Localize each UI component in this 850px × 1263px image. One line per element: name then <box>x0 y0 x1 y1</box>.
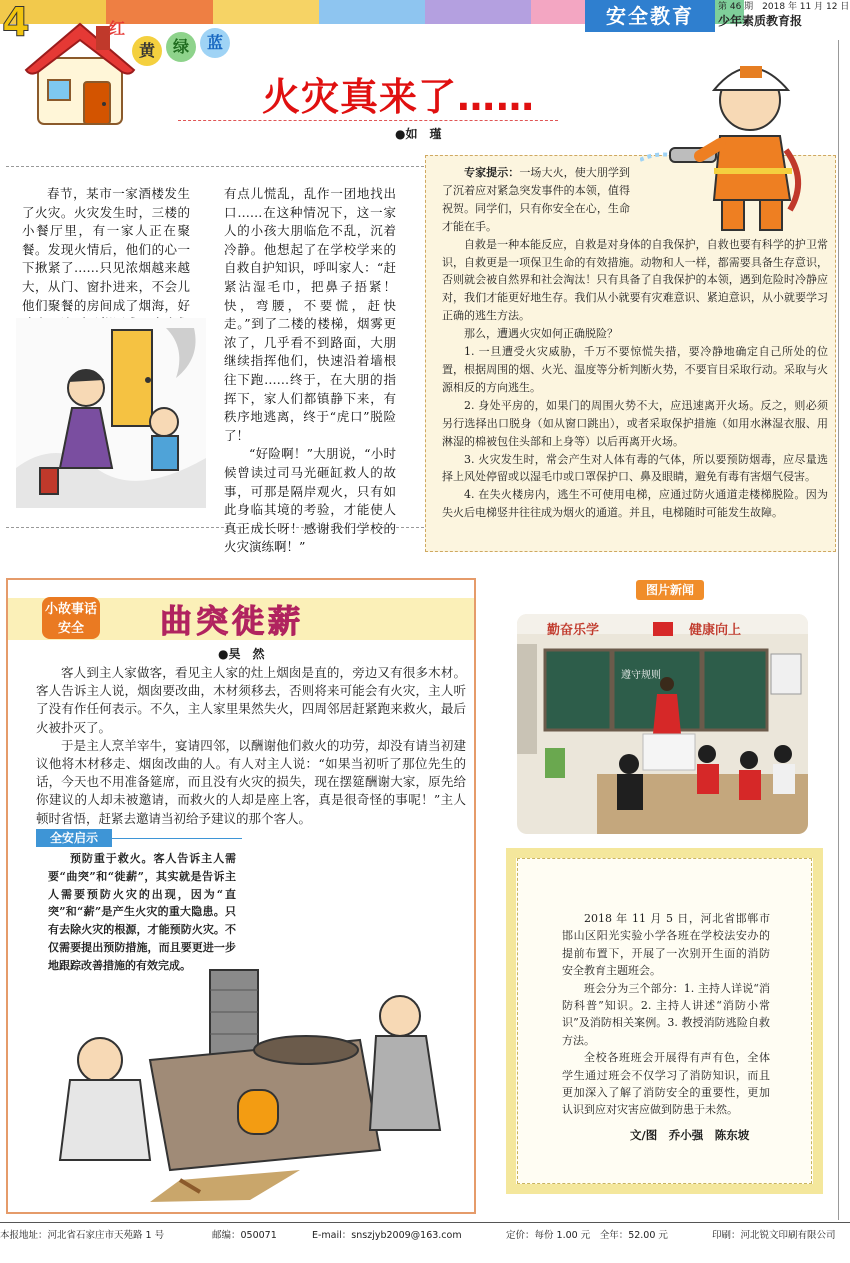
fire-story-paragraph: 有点儿慌乱，乱作一团地找出口……在这种情况下，这一家人的小孩大朋临危不乱，沉着冷静。他想起了在学校学来的自救自护知识，呼叫家人：“赶紧沾湿毛巾，把鼻子捂紧！快，弯腰，不要慌，赶快走。”到了二楼的楼梯，烟雾更浓了，几乎看不到路面，大朋继续指挥他们，快速沿着墙根往下跑……终于，在大朋的指挥下，家人们都镇静下来，有秩序地逃离，终于“虎口”脱险了！ <box>224 186 396 443</box>
photo-news-text <box>562 910 770 1119</box>
issue-date: 第 46 期 2018 年 11 月 12 日 <box>718 2 850 12</box>
story2-paragraph: 客人到主人家做客，看见主人家的灶上烟囱是直的，旁边又有很多木材。客人告诉主人说，烟囱要改曲，木材须移去，否则将来可能会有火灾，主人听了没有作任何表示。不久，主人家里果然失火，四周邻居赶紧跑来救火，最后火被扑灭了。 <box>36 665 466 735</box>
board-slogan-left: 勤奋乐学 <box>547 623 600 638</box>
story2-text <box>36 664 466 828</box>
color-strip-segment <box>213 0 319 24</box>
photo-news-credit: 文/图 乔小强 陈东坡 <box>630 1128 750 1142</box>
fire-story-paragraph: “好险啊！”大朋说，“小时候曾读过司马光砸缸救人的故事，可那是隔岸观火，只有如此身临其境的考验，才能使人真正成长呀！感谢我们学校的火灾演练啊！” <box>224 446 396 555</box>
fire-story-left-column: 春节，某市一家酒楼发生了火灾。火灾发生时，三楼的小餐厅里，有一家人正在聚餐。发现火情后，他们的心一下揪紧了……只见浓烟越来越大，从门、窗扑进来，不会儿他们聚餐的房间成了烟海，好 <box>22 186 190 313</box>
expert-tip-paragraph: 那么，遭遇火灾如何正确脱险？ <box>464 327 618 341</box>
photo-news-tag: 图片新闻 <box>636 580 704 600</box>
color-word-yellow: 黄 <box>132 36 162 66</box>
photo-news-paragraph: 班会分为三个部分：1. 主持人详说“消防科普”知识。2. 主持人讲述“消防小常识”及消防相关案例。3. 教授消防逃险自救方法。 <box>562 981 770 1047</box>
expert-tip-paragraph: 自救是一种本能反应，自救是对身体的自我保护，自救也要有科学的护卫常识，自救更是一项保卫生命的有效措施。动物和人一样，都需要具备生存意识，否则就会被自然界和社会淘汰！只有具备了自我保护的本领，遇到危险时冷静应对，我们才能更好地生存。我们从小就要有灾难意识、紧迫意识，从小就要学习正确的逃生方法。 <box>442 237 828 323</box>
safety-tip-label: 全安启示 <box>36 829 112 847</box>
family-fleeing-illustration <box>16 318 206 508</box>
photo-news-paragraph: 2018 年 11 月 5 日，河北省邯郸市邯山区阳光实验小学各班在学校法安办的提前布置下，开展了一次别开生面的消防安全教育主题班会。 <box>562 912 770 978</box>
footer-address: 本报地址：河北省石家庄市天苑路 1 号 <box>0 1230 165 1241</box>
color-strip-segment <box>425 0 531 24</box>
expert-tip-paragraph: 3. 火灾发生时，常会产生对人体有毒的气体，所以要预防烟毒，应尽量选择上风处停留或以湿毛巾或口罩保护口、鼻及眼睛，避免有毒有害烟气侵害。 <box>442 452 828 484</box>
safety-tip-rule <box>112 838 242 839</box>
classroom-photo <box>517 614 808 834</box>
color-word-green: 绿 <box>166 32 196 62</box>
footer-price: 定价：每份 1.00 元 全年：52.00 元 <box>506 1230 668 1241</box>
stove-chimney-illustration <box>30 930 466 1206</box>
footer <box>0 1222 850 1242</box>
board-slogan-right: 健康向上 <box>689 623 742 638</box>
photo-news-paragraph: 全校各班班会开展得有声有色，全体学生通过班会不仅学习了消防知识，而且更加深入了解了消防安全的重要性，更加认识到应对灾害应做到防患于未然。 <box>562 1051 770 1117</box>
footer-printer: 印刷：河北锐文印刷有限公司 <box>712 1230 836 1241</box>
board-text: 遵守规则 <box>621 670 661 681</box>
footer-postcode: 邮编：050071 <box>212 1230 277 1241</box>
expert-tip-paragraph: 一场大火，使大朋学到了沉着应对紧急突发事件的本领，值得祝贺。同学们，只有你安全在心，生命才能在手。 <box>442 166 631 233</box>
story2-title: 曲突徙薪 <box>160 602 305 640</box>
color-word-red: 红 <box>108 19 125 38</box>
issue-info <box>718 0 850 28</box>
section-banner: 安全教育 <box>585 0 715 32</box>
color-word-blue: 蓝 <box>200 28 230 58</box>
fire-article-author: ●如 瑾 <box>395 127 442 141</box>
newspaper-name: 少年素质教育报 <box>718 14 803 28</box>
page-number: 4 <box>2 0 30 46</box>
expert-tip-paragraph: 2. 身处平房的，如果门的周围火势不大，应迅速离开火场。反之，则必须另行选择出口脱身（如从窗口跳出），或者采取保护措施（如用水淋湿衣服、用淋湿的棉被包住头部和上身等）以后再离开火场。 <box>442 398 828 448</box>
firefighter-illustration <box>640 40 840 238</box>
expert-tip-paragraph: 1. 一旦遭受火灾威胁，千万不要惊慌失措，要冷静地确定自己所处的位置，根据周围的烟、火光、温度等分析判断火势，不要盲目采取行动。采取与火源相反的方向逃生。 <box>442 345 828 394</box>
safety-tip-text: 预防重于救火。客人告诉主人需要“曲突”和“徙薪”，其实就是告诉主人需要预防火灾的出现，因为“直突”和“薪”是产生火灾的重大隐患。只有去除火灾的根源，才能预防火灾。不仅需要提出预防措施，而且要更进一步地跟踪改善措施的有效完成。 <box>48 852 236 972</box>
story2-paragraph: 于是主人烹羊宰牛，宴请四邻，以酬谢他们救火的功劳，却没有请当初建议他将木材移走、烟囱改曲的人。有人对主人说：“如果当初听了那位先生的话，今天也不用准备筵席，而且没有火灾的损失，现在摆筵酬谢大家，原先给你建议的人却未被邀请，而救火的人却是座上客，真是很奇怪的事呢！”主人顿时省悟，赶紧去邀请当初给予建议的那个客人。 <box>36 737 466 826</box>
fire-article-title: 火灾真来了…… <box>262 75 536 119</box>
expert-tip-paragraph: 4. 在失火楼房内，逃生不可使用电梯，应通过防火通道走楼梯脱险。因为失火后电梯竖井往往成为烟火的通道。并且，电梯随时可能发生故障。 <box>442 488 828 520</box>
classroom-photo-image <box>517 614 808 834</box>
fire-story-right-column <box>224 185 396 557</box>
story2-column-tag: 小故事话安全 <box>42 597 100 639</box>
story2-author: ●昊 然 <box>218 647 265 661</box>
footer-email: E-mail：snszjyb2009@163.com <box>312 1230 462 1241</box>
expert-tip-lead: 专家提示： <box>464 166 520 179</box>
color-strip-segment <box>319 0 425 24</box>
